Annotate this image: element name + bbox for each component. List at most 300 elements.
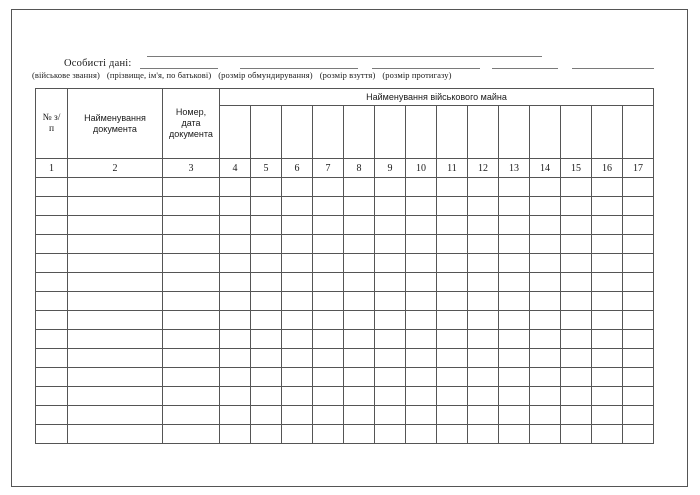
table-cell[interactable]	[499, 330, 530, 349]
table-cell[interactable]	[623, 273, 654, 292]
table-cell[interactable]	[344, 368, 375, 387]
property-subheader-cell	[437, 106, 468, 159]
table-cell[interactable]	[220, 254, 251, 273]
table-cell[interactable]	[36, 368, 68, 387]
table-cell[interactable]	[530, 273, 561, 292]
table-cell[interactable]	[344, 406, 375, 425]
table-cell[interactable]	[282, 216, 313, 235]
table-cell[interactable]	[437, 273, 468, 292]
shoe-line	[492, 68, 558, 69]
table-cell[interactable]	[68, 406, 163, 425]
table-cell[interactable]	[375, 197, 406, 216]
table-cell[interactable]	[282, 387, 313, 406]
table-cell[interactable]	[592, 178, 623, 197]
table-cell[interactable]	[220, 178, 251, 197]
table-cell[interactable]	[36, 178, 68, 197]
table-cell[interactable]	[561, 254, 592, 273]
property-subheader-cell	[406, 106, 437, 159]
table-cell[interactable]	[437, 330, 468, 349]
table-cell[interactable]	[163, 425, 220, 444]
table-row	[36, 330, 654, 349]
property-subheader-cell	[313, 106, 344, 159]
column-number-cell: 15	[561, 159, 592, 178]
property-subheader-cell	[220, 106, 251, 159]
column-number-cell: 8	[344, 159, 375, 178]
table-cell[interactable]	[313, 197, 344, 216]
table-cell[interactable]	[68, 292, 163, 311]
table-cell[interactable]	[468, 273, 499, 292]
header-doc-number-date-text: Номер, дата документа	[169, 107, 213, 139]
table-cell[interactable]	[36, 387, 68, 406]
table-cell[interactable]	[623, 235, 654, 254]
property-subheader-cell	[468, 106, 499, 159]
table-cell[interactable]	[592, 368, 623, 387]
column-number-cell: 1	[36, 159, 68, 178]
table-cell[interactable]	[468, 406, 499, 425]
table-cell[interactable]	[437, 406, 468, 425]
table-cell[interactable]	[375, 406, 406, 425]
caption-full-name: (прізвище, ім'я, по батькові)	[106, 70, 212, 80]
table-cell[interactable]	[592, 349, 623, 368]
header-number-text: № з/п	[42, 112, 61, 134]
table-cell[interactable]	[375, 254, 406, 273]
table-cell[interactable]	[623, 254, 654, 273]
table-cell[interactable]	[468, 254, 499, 273]
table-cell[interactable]	[251, 254, 282, 273]
table-cell[interactable]	[468, 235, 499, 254]
column-number-cell: 11	[437, 159, 468, 178]
header-doc-name	[68, 89, 163, 159]
table-cell[interactable]	[406, 216, 437, 235]
table-cell[interactable]	[561, 273, 592, 292]
table-cell[interactable]	[561, 368, 592, 387]
table-cell[interactable]	[499, 273, 530, 292]
table-cell[interactable]	[313, 406, 344, 425]
table-cell[interactable]	[375, 311, 406, 330]
table-row	[36, 273, 654, 292]
table-cell[interactable]	[36, 235, 68, 254]
table-cell[interactable]	[68, 349, 163, 368]
table-cell[interactable]	[530, 197, 561, 216]
table-cell[interactable]	[468, 368, 499, 387]
property-subheader-cell	[530, 106, 561, 159]
table-cell[interactable]	[375, 178, 406, 197]
table-cell[interactable]	[437, 425, 468, 444]
table-cell[interactable]	[36, 349, 68, 368]
table-cell[interactable]	[163, 273, 220, 292]
column-number-cell: 16	[592, 159, 623, 178]
table-cell[interactable]	[468, 425, 499, 444]
table-cell[interactable]	[68, 235, 163, 254]
property-subheader-cell	[561, 106, 592, 159]
column-number-cell: 5	[251, 159, 282, 178]
table-cell[interactable]	[36, 406, 68, 425]
table-cell[interactable]	[406, 273, 437, 292]
table-cell[interactable]	[406, 197, 437, 216]
table-cell[interactable]	[251, 330, 282, 349]
table-cell[interactable]	[313, 425, 344, 444]
table-cell[interactable]	[499, 311, 530, 330]
table-cell[interactable]	[220, 273, 251, 292]
table-cell[interactable]	[282, 197, 313, 216]
table-cell[interactable]	[499, 292, 530, 311]
table-cell[interactable]	[437, 311, 468, 330]
table-cell[interactable]	[530, 216, 561, 235]
table-cell[interactable]	[530, 425, 561, 444]
table-cell[interactable]	[437, 349, 468, 368]
property-subheader-cell	[499, 106, 530, 159]
table-cell[interactable]	[220, 330, 251, 349]
table-cell[interactable]	[592, 387, 623, 406]
table-cell[interactable]	[282, 235, 313, 254]
table-cell[interactable]	[313, 216, 344, 235]
table-cell[interactable]	[406, 178, 437, 197]
table-row	[36, 425, 654, 444]
table-cell[interactable]	[623, 330, 654, 349]
table-cell[interactable]	[251, 235, 282, 254]
table-cell[interactable]	[437, 235, 468, 254]
table-cell[interactable]	[623, 311, 654, 330]
table-cell[interactable]	[592, 311, 623, 330]
table-cell[interactable]	[344, 349, 375, 368]
table-cell[interactable]	[344, 197, 375, 216]
table-row	[36, 235, 654, 254]
table-cell[interactable]	[163, 349, 220, 368]
property-register-table	[35, 88, 654, 444]
table-cell[interactable]	[163, 406, 220, 425]
table-cell[interactable]	[220, 311, 251, 330]
table-cell[interactable]	[437, 216, 468, 235]
table-cell[interactable]	[468, 349, 499, 368]
table-cell[interactable]	[36, 273, 68, 292]
table-cell[interactable]	[36, 216, 68, 235]
table-cell[interactable]	[561, 311, 592, 330]
table-cell[interactable]	[163, 311, 220, 330]
table-cell[interactable]	[313, 273, 344, 292]
property-subheader-cell	[344, 106, 375, 159]
table-cell[interactable]	[344, 387, 375, 406]
table-row	[36, 349, 654, 368]
table-cell[interactable]	[437, 197, 468, 216]
personal-data-label: Особисті дані:	[64, 58, 132, 69]
table-cell[interactable]	[375, 216, 406, 235]
header-doc-name-text: Найменування документа	[84, 112, 146, 134]
table-cell[interactable]	[68, 197, 163, 216]
table-row	[36, 292, 654, 311]
table-cell[interactable]	[251, 292, 282, 311]
table-row	[36, 406, 654, 425]
table-cell[interactable]	[313, 387, 344, 406]
table-cell[interactable]	[561, 330, 592, 349]
table-cell[interactable]	[375, 235, 406, 254]
table-cell[interactable]	[68, 330, 163, 349]
table-cell[interactable]	[68, 387, 163, 406]
table-row	[36, 368, 654, 387]
table-cell[interactable]	[468, 197, 499, 216]
table-cell[interactable]	[163, 197, 220, 216]
table-cell[interactable]	[561, 197, 592, 216]
table-cell[interactable]	[344, 311, 375, 330]
table-cell[interactable]	[220, 387, 251, 406]
table-cell[interactable]	[499, 349, 530, 368]
column-number-cell: 14	[530, 159, 561, 178]
table-cell[interactable]	[282, 368, 313, 387]
table-cell[interactable]	[592, 235, 623, 254]
table-cell[interactable]	[468, 330, 499, 349]
table-cell[interactable]	[592, 406, 623, 425]
table-cell[interactable]	[251, 406, 282, 425]
table-cell[interactable]	[406, 368, 437, 387]
table-cell[interactable]	[561, 292, 592, 311]
table-cell[interactable]	[468, 292, 499, 311]
table-cell[interactable]	[499, 216, 530, 235]
property-subheader-cell	[282, 106, 313, 159]
table-cell[interactable]	[313, 178, 344, 197]
table-cell[interactable]	[530, 254, 561, 273]
caption-shoe-size: (розмір взуття)	[319, 70, 376, 80]
table-cell[interactable]	[623, 425, 654, 444]
property-subheader-cell	[592, 106, 623, 159]
full-line-top	[147, 56, 542, 57]
table-cell[interactable]	[344, 273, 375, 292]
table-cell[interactable]	[163, 235, 220, 254]
table-cell[interactable]	[68, 425, 163, 444]
column-number-cell: 9	[375, 159, 406, 178]
table-cell[interactable]	[251, 216, 282, 235]
table-cell[interactable]	[592, 216, 623, 235]
table-cell[interactable]	[499, 197, 530, 216]
table-cell[interactable]	[282, 406, 313, 425]
table-cell[interactable]	[530, 235, 561, 254]
table-cell[interactable]	[375, 330, 406, 349]
table-cell[interactable]	[344, 425, 375, 444]
table-cell[interactable]	[220, 292, 251, 311]
table-cell[interactable]	[406, 235, 437, 254]
table-cell[interactable]	[530, 368, 561, 387]
table-cell[interactable]	[313, 311, 344, 330]
table-cell[interactable]	[499, 368, 530, 387]
table-cell[interactable]	[251, 311, 282, 330]
table-row	[36, 254, 654, 273]
table-cell[interactable]	[623, 368, 654, 387]
table-cell[interactable]	[344, 330, 375, 349]
column-number-cell: 6	[282, 159, 313, 178]
table-cell[interactable]	[163, 178, 220, 197]
table-cell[interactable]	[561, 425, 592, 444]
table-cell[interactable]	[282, 273, 313, 292]
table-cell[interactable]	[163, 292, 220, 311]
table-cell[interactable]	[406, 254, 437, 273]
table-cell[interactable]	[68, 254, 163, 273]
column-number-cell: 2	[68, 159, 163, 178]
table-cell[interactable]	[592, 425, 623, 444]
caption-uniform-size: (розмір обмундирування)	[218, 70, 313, 80]
table-cell[interactable]	[313, 235, 344, 254]
table-cell[interactable]	[344, 216, 375, 235]
table-cell[interactable]	[68, 273, 163, 292]
table-cell[interactable]	[623, 216, 654, 235]
table-cell[interactable]	[468, 178, 499, 197]
table-cell[interactable]	[375, 292, 406, 311]
table-cell[interactable]	[530, 292, 561, 311]
table-cell[interactable]	[406, 406, 437, 425]
table-cell[interactable]	[437, 254, 468, 273]
table-cell[interactable]	[623, 387, 654, 406]
name-line	[240, 68, 358, 69]
table-cell[interactable]	[561, 349, 592, 368]
table-cell[interactable]	[406, 292, 437, 311]
table-cell[interactable]	[561, 387, 592, 406]
table-cell[interactable]	[375, 368, 406, 387]
header-property-group-text: Найменування військового майна	[366, 91, 507, 102]
table-cell[interactable]	[282, 330, 313, 349]
table-cell[interactable]	[530, 406, 561, 425]
table-cell[interactable]	[468, 311, 499, 330]
table-cell[interactable]	[623, 178, 654, 197]
table-cell[interactable]	[437, 292, 468, 311]
table-cell[interactable]	[344, 235, 375, 254]
table-cell[interactable]	[163, 330, 220, 349]
table-cell[interactable]	[282, 425, 313, 444]
table-cell[interactable]	[406, 349, 437, 368]
table-cell[interactable]	[282, 311, 313, 330]
table-cell[interactable]	[623, 292, 654, 311]
table-cell[interactable]	[163, 368, 220, 387]
header-number	[36, 89, 68, 159]
table-cell[interactable]	[163, 254, 220, 273]
table-row	[36, 197, 654, 216]
table-cell[interactable]	[499, 235, 530, 254]
table-cell[interactable]	[282, 292, 313, 311]
table-cell[interactable]	[68, 178, 163, 197]
table-cell[interactable]	[220, 235, 251, 254]
table-cell[interactable]	[313, 368, 344, 387]
table-cell[interactable]	[530, 387, 561, 406]
rank-line	[140, 68, 218, 69]
gasmask-line	[572, 68, 654, 69]
table-cell[interactable]	[623, 197, 654, 216]
table-cell[interactable]	[592, 330, 623, 349]
table-cell[interactable]	[530, 349, 561, 368]
table-cell[interactable]	[375, 387, 406, 406]
table-cell[interactable]	[251, 425, 282, 444]
property-subheader-cell	[375, 106, 406, 159]
table-cell[interactable]	[499, 406, 530, 425]
table-cell[interactable]	[220, 425, 251, 444]
table-cell[interactable]	[313, 292, 344, 311]
column-number-cell: 17	[623, 159, 654, 178]
table-cell[interactable]	[36, 254, 68, 273]
table-cell[interactable]	[251, 197, 282, 216]
table-cell[interactable]	[282, 349, 313, 368]
caption-gas-mask-size: (розмір протигазу)	[382, 70, 452, 80]
table-cell[interactable]	[313, 254, 344, 273]
table-cell[interactable]	[468, 216, 499, 235]
header-doc-number-date	[163, 89, 220, 159]
table-cell[interactable]	[220, 197, 251, 216]
table-row	[36, 216, 654, 235]
table-cell[interactable]	[251, 368, 282, 387]
table-cell[interactable]	[561, 406, 592, 425]
table-cell[interactable]	[375, 425, 406, 444]
property-subheader-cell	[623, 106, 654, 159]
table-cell[interactable]	[561, 235, 592, 254]
table-cell[interactable]	[36, 330, 68, 349]
field-captions	[32, 70, 459, 80]
table-cell[interactable]	[561, 216, 592, 235]
table-cell[interactable]	[282, 178, 313, 197]
table-cell[interactable]	[375, 349, 406, 368]
table-cell[interactable]	[406, 425, 437, 444]
table-cell[interactable]	[36, 311, 68, 330]
table-cell[interactable]	[344, 292, 375, 311]
table-cell[interactable]	[592, 273, 623, 292]
table-cell[interactable]	[499, 425, 530, 444]
caption-rank: (військове звання)	[32, 70, 100, 80]
table-cell[interactable]	[530, 330, 561, 349]
table-cell[interactable]	[251, 349, 282, 368]
table-cell[interactable]	[220, 349, 251, 368]
table-cell[interactable]	[499, 178, 530, 197]
table-cell[interactable]	[468, 387, 499, 406]
column-number-cell: 3	[163, 159, 220, 178]
table-cell[interactable]	[437, 368, 468, 387]
column-number-cell: 4	[220, 159, 251, 178]
table-cell[interactable]	[163, 216, 220, 235]
table-cell[interactable]	[313, 330, 344, 349]
table-cell[interactable]	[313, 349, 344, 368]
table-cell[interactable]	[406, 387, 437, 406]
table-cell[interactable]	[592, 292, 623, 311]
table-cell[interactable]	[530, 178, 561, 197]
table-cell[interactable]	[623, 349, 654, 368]
table-cell[interactable]	[251, 178, 282, 197]
table-row	[36, 178, 654, 197]
table-cell[interactable]	[68, 311, 163, 330]
table-cell[interactable]	[251, 273, 282, 292]
table-cell[interactable]	[36, 292, 68, 311]
table-cell[interactable]	[344, 178, 375, 197]
table-cell[interactable]	[36, 197, 68, 216]
table-cell[interactable]	[68, 216, 163, 235]
table-cell[interactable]	[406, 311, 437, 330]
column-number-cell: 13	[499, 159, 530, 178]
table-cell[interactable]	[282, 254, 313, 273]
table-cell[interactable]	[36, 425, 68, 444]
table-cell[interactable]	[344, 254, 375, 273]
table-cell[interactable]	[499, 254, 530, 273]
table-cell[interactable]	[499, 387, 530, 406]
table-cell[interactable]	[163, 387, 220, 406]
table-cell[interactable]	[220, 406, 251, 425]
table-cell[interactable]	[561, 178, 592, 197]
table-row	[36, 387, 654, 406]
header-property-group	[220, 89, 654, 106]
table-cell[interactable]	[220, 216, 251, 235]
table-cell[interactable]	[592, 254, 623, 273]
table-cell[interactable]	[251, 387, 282, 406]
table-cell[interactable]	[623, 406, 654, 425]
property-subheader-cell	[251, 106, 282, 159]
table-cell[interactable]	[220, 368, 251, 387]
table-cell[interactable]	[437, 178, 468, 197]
table-cell[interactable]	[68, 368, 163, 387]
table-cell[interactable]	[375, 273, 406, 292]
table-cell[interactable]	[437, 387, 468, 406]
table-cell[interactable]	[592, 197, 623, 216]
table-cell[interactable]	[406, 330, 437, 349]
table-cell[interactable]	[530, 311, 561, 330]
